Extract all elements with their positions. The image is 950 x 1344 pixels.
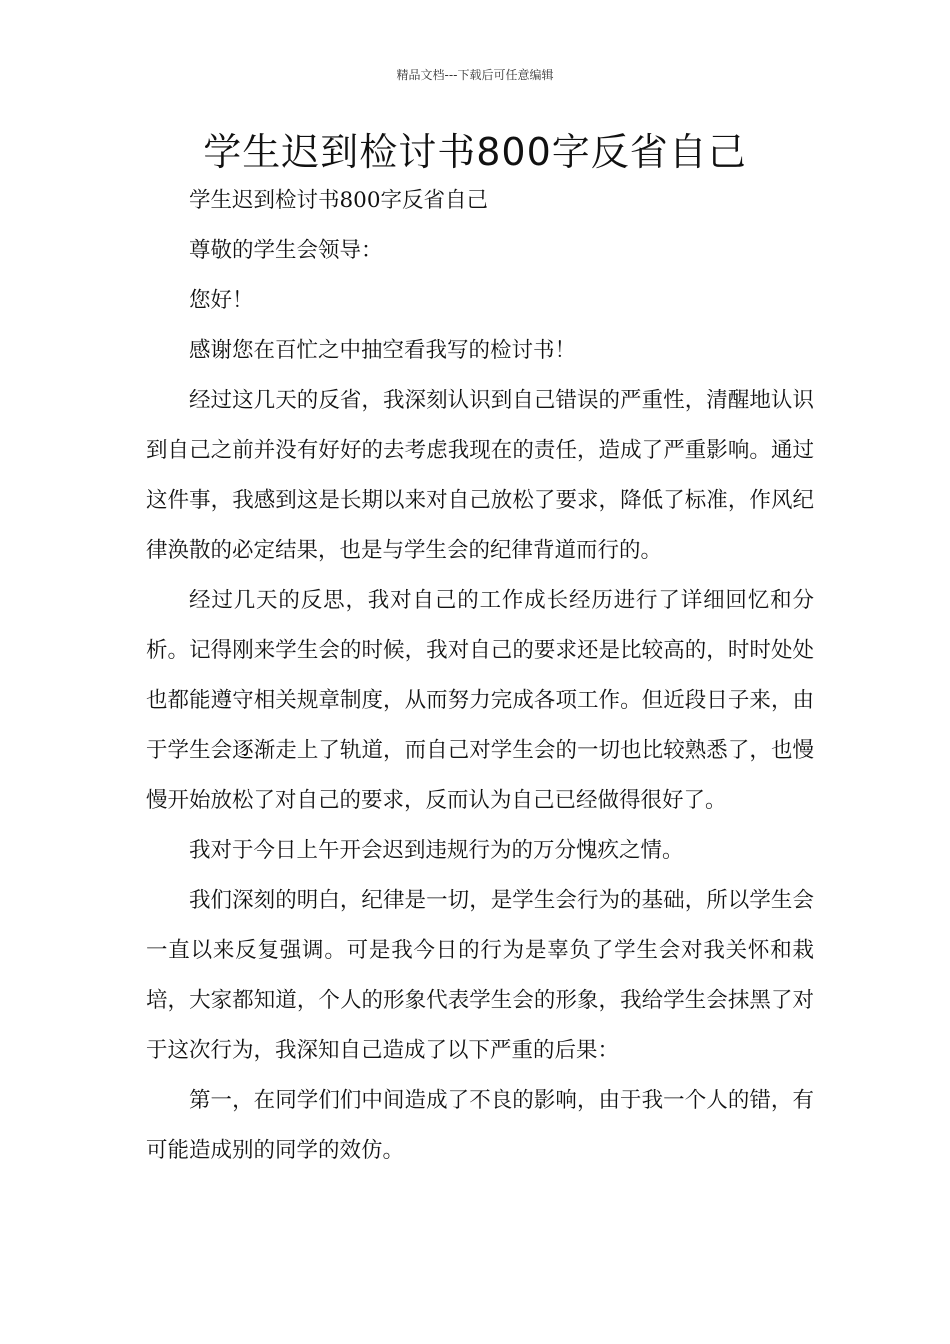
- paragraph: 经过这几天的反省，我深刻认识到自己错误的严重性，清醒地认识到自己之前并没有好好的去考虑我现在的责任，造成了严重影响。通过这件事，我感到这是长期以来对自己放松了要求，降低了标准，作风纪律涣散的必定结果，也是与学生会的纪律背道而行的。: [146, 388, 814, 563]
- document-body: [146, 176, 814, 1176]
- paragraph: 经过几天的反思，我对自己的工作成长经历进行了详细回忆和分析。记得刚来学生会的时候，我对自己的要求还是比较高的，时时处处也都能遵守相关规章制度，从而努力完成各项工作。但近段日子来，由于学生会逐渐走上了轨道，而自己对学生会的一切也比较熟悉了，也慢慢开始放松了对自己的要求，反而认为自己已经做得很好了。: [146, 588, 814, 813]
- paragraph: 第一，在同学们们中间造成了不良的影响，由于我一个人的错，有可能造成别的同学的效仿。: [146, 1088, 814, 1163]
- paragraph-salutation: 尊敬的学生会领导：: [189, 238, 383, 263]
- paragraph-greeting: 您好！: [189, 288, 254, 313]
- paragraph: 我对于今日上午开会迟到违规行为的万分愧疚之情。: [189, 838, 684, 863]
- document-title: 学生迟到检讨书800字反省自己: [203, 130, 747, 174]
- paragraph: 我们深刻的明白，纪律是一切，是学生会行为的基础，所以学生会一直以来反复强调。可是我今日的行为是辜负了学生会对我关怀和栽培，大家都知道，个人的形象代表学生会的形象，我给学生会抹黑了对于这次行为，我深知自己造成了以下严重的后果：: [146, 888, 814, 1063]
- paragraph-thanks: 感谢您在百忙之中抽空看我写的检讨书！: [189, 338, 577, 363]
- header-note: 精品文档---下载后可任意编辑: [396, 68, 554, 82]
- paragraph-subtitle: 学生迟到检讨书800字反省自己: [189, 188, 489, 213]
